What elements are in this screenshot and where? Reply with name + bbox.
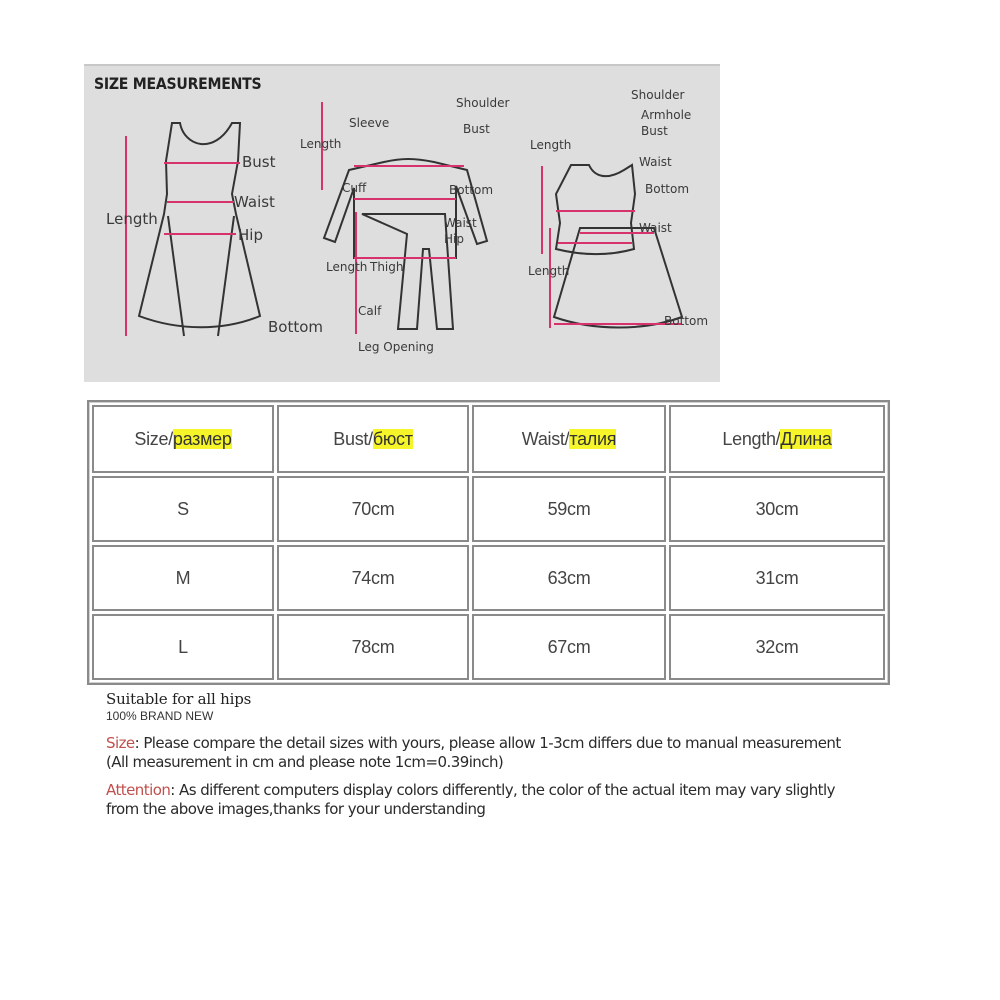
brand-new-note: 100% BRAND NEW bbox=[106, 709, 214, 723]
pants-calf-label: Calf bbox=[358, 304, 382, 318]
table-row bbox=[92, 545, 885, 611]
cell-waist: 63cm bbox=[472, 545, 666, 611]
pants-hip-label: Hip bbox=[444, 232, 464, 246]
vest-bottom-label: Bottom bbox=[645, 182, 690, 196]
header-length: Length/Длина bbox=[669, 405, 885, 473]
pants-length-label: Length bbox=[326, 260, 368, 274]
top-sleeve-label: Sleeve bbox=[349, 116, 390, 130]
pants-waist-label: Waist bbox=[444, 216, 477, 230]
top-length-label: Length bbox=[300, 137, 342, 151]
dress-hip-label: Hip bbox=[238, 226, 263, 244]
attention-note-label: Attention bbox=[106, 781, 171, 799]
cell-bust: 74cm bbox=[277, 545, 469, 611]
table-row bbox=[92, 476, 885, 542]
attention-note-text: : As different computers display colors differently, the color of the actual item may vary slightly bbox=[170, 781, 835, 799]
size-note-text: : Please compare the detail sizes with yours, please allow 1-3cm differs due to manual measurement bbox=[134, 734, 841, 752]
cell-length: 32cm bbox=[669, 614, 885, 680]
cell-waist: 59cm bbox=[472, 476, 666, 542]
dress-length-label: Length bbox=[106, 210, 158, 228]
table-header-row bbox=[92, 405, 885, 473]
pants-leg-opening-label: Leg Opening bbox=[358, 340, 434, 354]
cell-size: L bbox=[92, 614, 274, 680]
skirt-length-label: Length bbox=[528, 264, 570, 278]
table-row bbox=[92, 614, 885, 680]
size-note-text-2: (All measurement in cm and please note 1cm=0.39inch) bbox=[106, 753, 504, 771]
cell-size: S bbox=[92, 476, 274, 542]
top-bottom-label: Bottom bbox=[449, 183, 494, 197]
size-note-label: Size bbox=[106, 734, 135, 752]
vest-length-label: Length bbox=[530, 138, 572, 152]
vest-bust-label: Bust bbox=[641, 124, 668, 138]
size-chart-table bbox=[87, 400, 890, 685]
vest-waist-label: Waist bbox=[639, 155, 672, 169]
product-notes bbox=[106, 690, 986, 819]
top-shoulder-label: Shoulder bbox=[456, 96, 510, 110]
suitable-note: Suitable for all hips bbox=[106, 690, 252, 708]
vest-armhole-label: Armhole bbox=[641, 108, 692, 122]
dress-waist-label: Waist bbox=[234, 193, 275, 211]
size-note bbox=[106, 734, 986, 772]
cell-size: M bbox=[92, 545, 274, 611]
panel-title: SIZE MEASUREMENTS bbox=[94, 74, 262, 93]
cell-length: 31cm bbox=[669, 545, 885, 611]
skirt-bottom-label: Bottom bbox=[664, 314, 709, 328]
cell-waist: 67cm bbox=[472, 614, 666, 680]
cell-bust: 78cm bbox=[277, 614, 469, 680]
attention-note-text-2: from the above images,thanks for your understanding bbox=[106, 800, 486, 818]
cell-bust: 70cm bbox=[277, 476, 469, 542]
header-size: Size/размер bbox=[92, 405, 274, 473]
top-cuff-label: Cuff bbox=[342, 181, 367, 195]
pants-thigh-label: Thigh bbox=[370, 260, 404, 274]
header-waist: Waist/талия bbox=[472, 405, 666, 473]
size-measurements-panel bbox=[84, 64, 720, 382]
skirt-waist-label: Waist bbox=[639, 221, 672, 235]
dress-bust-label: Bust bbox=[242, 153, 276, 171]
dress-bottom-label: Bottom bbox=[268, 318, 324, 336]
header-bust: Bust/бюст bbox=[277, 405, 469, 473]
top-bust-label: Bust bbox=[463, 122, 490, 136]
vest-shoulder-label: Shoulder bbox=[631, 88, 685, 102]
attention-note bbox=[106, 781, 986, 819]
cell-length: 30cm bbox=[669, 476, 885, 542]
garment-diagrams-icon bbox=[84, 66, 720, 384]
